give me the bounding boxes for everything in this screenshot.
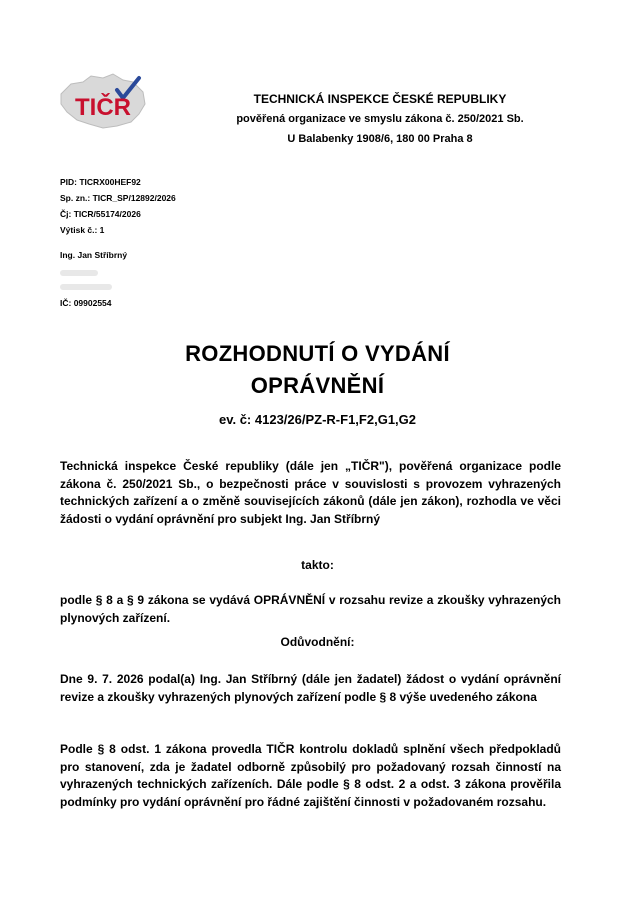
ticr-logo bbox=[57, 72, 149, 132]
reasoning-paragraph-1: Dne 9. 7. 2026 podal(a) Ing. Jan Stříbrný (dále jen žadatel) žádost o vydání oprávnění revize a zkoušky vyhrazených plynových zařízení podle § 8 výše uvedeného zákona bbox=[60, 672, 561, 704]
intro-paragraph: Technická inspekce České republiky (dále jen „TIČR"), pověřená organizace podle zákona č. 250/2021 Sb., o bezpečnosti práce v souvislosti s provozem vyhrazených technických zařízení a o změně souvisejících zákonů (dále jen zákon), rozhodla ve věci žádosti o vydání oprávnění pro subjekt Ing. Jan Stříbrný bbox=[60, 459, 561, 526]
document-title-line1: ROZHODNUTÍ O VYDÁNÍ bbox=[185, 341, 450, 366]
meta-vytisk: Výtisk č.: 1 bbox=[60, 225, 105, 235]
evidence-number: ev. č: 4123/26/PZ-R-F1,F2,G1,G2 bbox=[218, 412, 416, 427]
document-title-line2: OPRÁVNĚNÍ bbox=[250, 373, 385, 398]
logo-text: TIČR bbox=[75, 94, 131, 121]
meta-pid: PID: TICRX00HEF92 bbox=[60, 177, 141, 187]
header-address: U Balabenky 1908/6, 180 00 Praha 8 bbox=[287, 133, 473, 145]
redacted-address-line bbox=[60, 270, 98, 276]
meta-sp-zn: Sp. zn.: TICR_SP/12892/2026 bbox=[60, 193, 176, 203]
reasoning-paragraph-2: Podle § 8 odst. 1 zákona provedla TIČR kontrolu dokladů splnění všech předpokladů pro stanovení, zda je žadatel odborně způsobilý pro požadovaný rozsah činností na vyhrazených technických zařízeních. Dále podle § 8 odst. 2 a odst. 3 zákona prověřila podmínky pro vydání oprávnění pro řádné zajištění činnosti v požadovaném rozsahu. bbox=[60, 742, 561, 809]
meta-recipient: Ing. Jan Stříbrný bbox=[60, 250, 128, 260]
meta-ic: IČ: 09902554 bbox=[60, 298, 112, 308]
meta-cj: Čj: TICR/55174/2026 bbox=[60, 209, 141, 219]
header-subtitle: pověřená organizace ve smyslu zákona č. 250/2021 Sb. bbox=[236, 113, 524, 125]
takto-label: takto: bbox=[301, 558, 334, 572]
decision-paragraph: podle § 8 a § 9 zákona se vydává OPRÁVNĚNÍ v rozsahu revize a zkoušky vyhrazených plynových zařízení. bbox=[60, 593, 561, 625]
header-title: TECHNICKÁ INSPEKCE ČESKÉ REPUBLIKY bbox=[253, 92, 507, 106]
oduvodneni-heading: Odůvodnění: bbox=[280, 635, 355, 649]
redacted-address-line bbox=[60, 284, 112, 290]
